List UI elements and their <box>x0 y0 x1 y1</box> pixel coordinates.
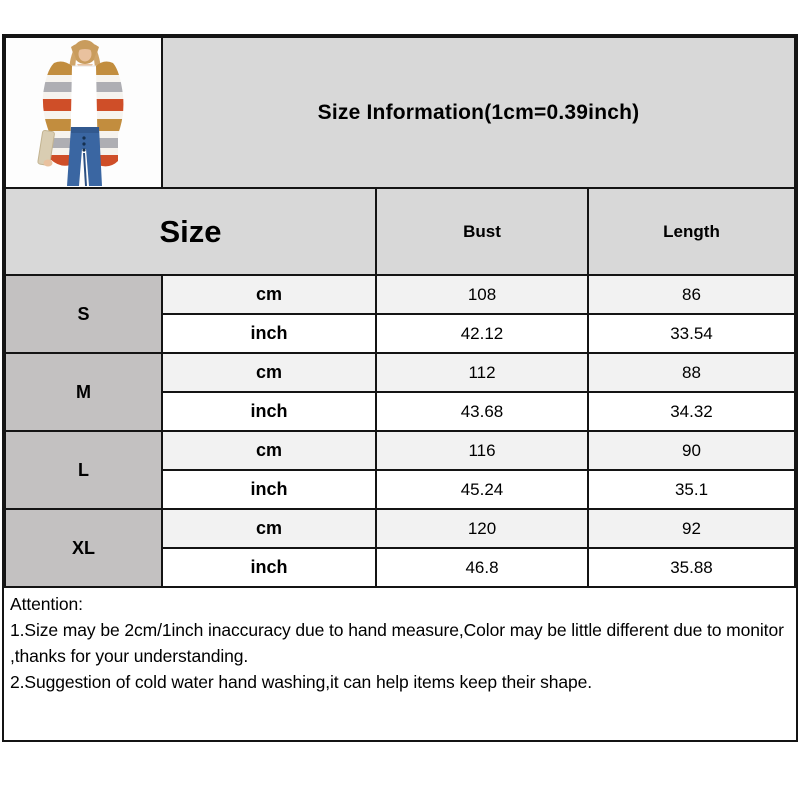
size-label-s: S <box>5 275 162 353</box>
table-row <box>5 431 795 470</box>
length-value: 90 <box>588 431 795 470</box>
unit-label: inch <box>162 470 376 509</box>
length-value: 86 <box>588 275 795 314</box>
bust-value: 120 <box>376 509 588 548</box>
size-table <box>4 36 796 588</box>
chart-title: Size Information(1cm=0.39inch) <box>162 37 795 188</box>
table-row <box>5 509 795 548</box>
column-header-row <box>5 188 795 275</box>
attention-title: Attention: <box>10 594 83 614</box>
unit-label: inch <box>162 392 376 431</box>
unit-label: inch <box>162 314 376 353</box>
title-row <box>5 37 795 188</box>
unit-label: inch <box>162 548 376 587</box>
length-value: 35.88 <box>588 548 795 587</box>
attention-section <box>4 588 796 740</box>
bust-value: 46.8 <box>376 548 588 587</box>
bust-value: 108 <box>376 275 588 314</box>
size-chart-frame <box>2 34 798 742</box>
length-value: 33.54 <box>588 314 795 353</box>
column-header-size: Size <box>5 188 376 275</box>
length-value: 35.1 <box>588 470 795 509</box>
size-label-m: M <box>5 353 162 431</box>
jeans <box>67 127 102 186</box>
bust-value: 42.12 <box>376 314 588 353</box>
unit-label: cm <box>162 509 376 548</box>
unit-label: cm <box>162 431 376 470</box>
model-hand <box>44 160 53 167</box>
size-label-l: L <box>5 431 162 509</box>
table-row <box>5 275 795 314</box>
striped-cardigan-product-photo <box>7 39 160 186</box>
bust-value: 116 <box>376 431 588 470</box>
column-header-length: Length <box>588 188 795 275</box>
table-row <box>5 353 795 392</box>
bust-value: 112 <box>376 353 588 392</box>
product-photo-cell <box>5 37 162 188</box>
length-value: 34.32 <box>588 392 795 431</box>
length-value: 88 <box>588 353 795 392</box>
length-value: 92 <box>588 509 795 548</box>
unit-label: cm <box>162 353 376 392</box>
attention-note-2: 2.Suggestion of cold water hand washing,it can help items keep their shape. <box>10 672 593 692</box>
attention-note-1: 1.Size may be 2cm/1inch inaccuracy due to hand measure,Color may be little different due to monitor ,thanks for your understanding. <box>10 620 784 666</box>
unit-label: cm <box>162 275 376 314</box>
bust-value: 43.68 <box>376 392 588 431</box>
bust-value: 45.24 <box>376 470 588 509</box>
column-header-bust: Bust <box>376 188 588 275</box>
size-label-xl: XL <box>5 509 162 587</box>
